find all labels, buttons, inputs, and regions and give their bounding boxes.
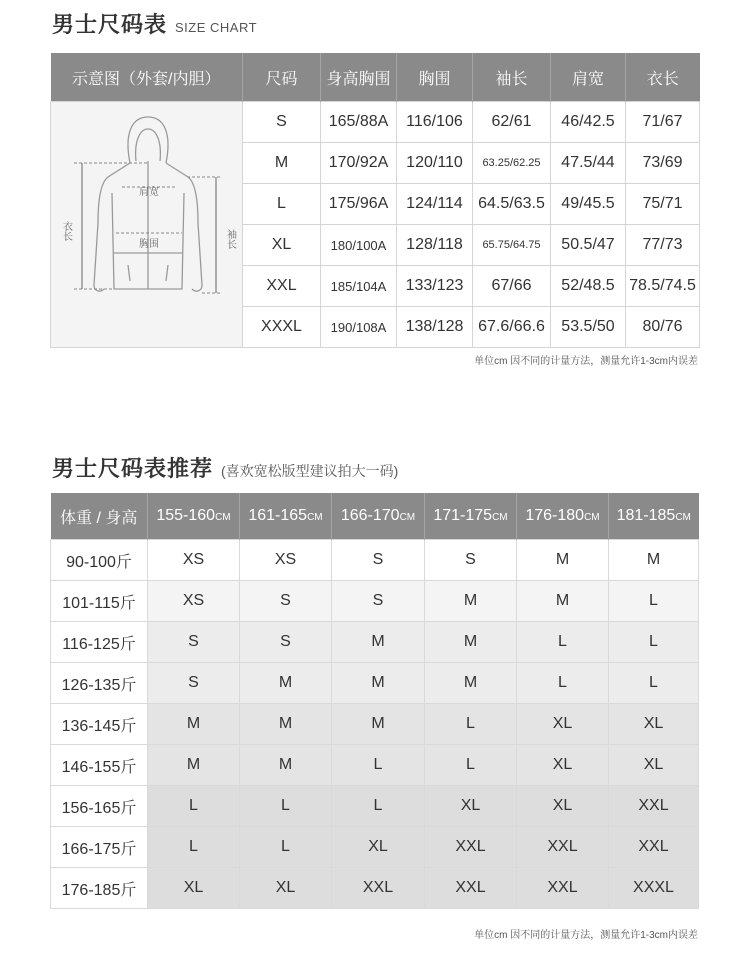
diagram-label-length: 衣长 bbox=[60, 221, 71, 241]
height-chest-cell: 190/108A bbox=[321, 307, 397, 348]
size-cell: L bbox=[332, 745, 425, 786]
height-chest-cell: 185/104A bbox=[321, 266, 397, 307]
size-cell: XXL bbox=[517, 827, 609, 868]
jacket-illustration bbox=[52, 103, 242, 341]
header-height-range: 155-160CM bbox=[148, 493, 240, 540]
chest-cell: 128/118 bbox=[397, 225, 473, 266]
diagram-label-chest: 胸围 bbox=[138, 239, 159, 250]
shoulder-cell: 52/48.5 bbox=[551, 266, 626, 307]
header-weight-height: 体重 / 身高 bbox=[51, 493, 148, 540]
table-row bbox=[51, 704, 699, 745]
size-cell: S bbox=[148, 622, 240, 663]
size-cell: S bbox=[240, 581, 332, 622]
recommend-title: 男士尺码表推荐 bbox=[52, 456, 214, 481]
size-cell: XXXL bbox=[609, 868, 699, 909]
weight-cell: 116-125斤 bbox=[51, 622, 148, 663]
shoulder-cell: 47.5/44 bbox=[551, 143, 626, 184]
size-cell: L bbox=[332, 786, 425, 827]
table-row bbox=[51, 786, 699, 827]
size-cell: XXL bbox=[517, 868, 609, 909]
recommend-header-row bbox=[51, 493, 699, 540]
weight-cell: 101-115斤 bbox=[51, 581, 148, 622]
header-size: 尺码 bbox=[243, 53, 321, 102]
recommend-heading bbox=[52, 452, 398, 483]
size-cell: L bbox=[425, 745, 517, 786]
size-cell: XXL bbox=[609, 827, 699, 868]
size-cell: M bbox=[609, 540, 699, 581]
size-chart-table bbox=[50, 53, 700, 348]
sleeve-cell: 67.6/66.6 bbox=[473, 307, 551, 348]
header-height-range: 171-175CM bbox=[425, 493, 517, 540]
size-cell: XXXL bbox=[243, 307, 321, 348]
header-diagram: 示意图（外套/内胆） bbox=[51, 53, 243, 102]
size-cell: XL bbox=[425, 786, 517, 827]
size-cell: XS bbox=[240, 540, 332, 581]
size-cell: L bbox=[240, 786, 332, 827]
size-cell: L bbox=[148, 827, 240, 868]
size-cell: XXL bbox=[243, 266, 321, 307]
weight-cell: 166-175斤 bbox=[51, 827, 148, 868]
table-row bbox=[51, 540, 699, 581]
size-cell: S bbox=[243, 102, 321, 143]
weight-cell: 126-135斤 bbox=[51, 663, 148, 704]
recommend-table bbox=[50, 493, 699, 909]
size-cell: XL bbox=[332, 827, 425, 868]
shoulder-cell: 50.5/47 bbox=[551, 225, 626, 266]
size-cell: M bbox=[517, 540, 609, 581]
size-cell: S bbox=[148, 663, 240, 704]
length-cell: 78.5/74.5 bbox=[626, 266, 700, 307]
weight-cell: 176-185斤 bbox=[51, 868, 148, 909]
recommend-subtitle: (喜欢宽松版型建议拍大一码) bbox=[221, 463, 399, 479]
size-cell: M bbox=[425, 581, 517, 622]
header-height-range: 176-180CM bbox=[517, 493, 609, 540]
size-cell: XL bbox=[240, 868, 332, 909]
size-cell: XS bbox=[148, 581, 240, 622]
size-chart-title: 男士尺码表 bbox=[52, 12, 168, 37]
size-cell: S bbox=[332, 540, 425, 581]
size-cell: XL bbox=[243, 225, 321, 266]
size-cell: S bbox=[425, 540, 517, 581]
size-cell: L bbox=[243, 184, 321, 225]
size-cell: L bbox=[609, 663, 699, 704]
size-cell: M bbox=[148, 745, 240, 786]
measurement-note: 单位cm 因不同的计量方法，测量允许1-3cm内误差 bbox=[474, 356, 698, 367]
size-chart-header-row bbox=[51, 53, 700, 102]
size-cell: S bbox=[332, 581, 425, 622]
height-chest-cell: 180/100A bbox=[321, 225, 397, 266]
sleeve-cell: 67/66 bbox=[473, 266, 551, 307]
size-cell: M bbox=[517, 581, 609, 622]
size-cell: L bbox=[517, 663, 609, 704]
weight-cell: 146-155斤 bbox=[51, 745, 148, 786]
size-cell: XL bbox=[609, 745, 699, 786]
size-cell: XXL bbox=[609, 786, 699, 827]
size-cell: L bbox=[148, 786, 240, 827]
size-cell: S bbox=[240, 622, 332, 663]
shoulder-cell: 53.5/50 bbox=[551, 307, 626, 348]
chest-cell: 120/110 bbox=[397, 143, 473, 184]
size-cell: XL bbox=[517, 704, 609, 745]
weight-cell: 90-100斤 bbox=[51, 540, 148, 581]
size-cell: M bbox=[425, 622, 517, 663]
jacket-diagram bbox=[51, 102, 243, 348]
size-cell: XL bbox=[517, 786, 609, 827]
size-cell: M bbox=[240, 745, 332, 786]
size-cell: L bbox=[609, 622, 699, 663]
shoulder-cell: 46/42.5 bbox=[551, 102, 626, 143]
header-sleeve: 袖长 bbox=[473, 53, 551, 102]
table-row bbox=[51, 745, 699, 786]
size-cell: XXL bbox=[425, 827, 517, 868]
header-height-chest: 身高胸围 bbox=[321, 53, 397, 102]
size-cell: L bbox=[425, 704, 517, 745]
table-row bbox=[51, 868, 699, 909]
weight-cell: 156-165斤 bbox=[51, 786, 148, 827]
size-cell: M bbox=[240, 704, 332, 745]
height-chest-cell: 175/96A bbox=[321, 184, 397, 225]
length-cell: 75/71 bbox=[626, 184, 700, 225]
header-height-range: 181-185CM bbox=[609, 493, 699, 540]
height-chest-cell: 165/88A bbox=[321, 102, 397, 143]
chest-cell: 133/123 bbox=[397, 266, 473, 307]
header-length: 衣长 bbox=[626, 53, 700, 102]
size-cell: L bbox=[517, 622, 609, 663]
length-cell: 71/67 bbox=[626, 102, 700, 143]
diagram-label-sleeve: 袖长 bbox=[224, 229, 235, 249]
weight-cell: 136-145斤 bbox=[51, 704, 148, 745]
size-cell: M bbox=[332, 704, 425, 745]
size-chart-heading bbox=[52, 8, 257, 39]
size-cell: M bbox=[243, 143, 321, 184]
size-cell: XXL bbox=[332, 868, 425, 909]
sleeve-cell: 62/61 bbox=[473, 102, 551, 143]
size-cell: M bbox=[332, 622, 425, 663]
size-cell: XXL bbox=[425, 868, 517, 909]
chest-cell: 116/106 bbox=[397, 102, 473, 143]
size-cell: M bbox=[240, 663, 332, 704]
chest-cell: 124/114 bbox=[397, 184, 473, 225]
table-row bbox=[51, 827, 699, 868]
length-cell: 77/73 bbox=[626, 225, 700, 266]
table-row bbox=[51, 622, 699, 663]
height-chest-cell: 170/92A bbox=[321, 143, 397, 184]
size-cell: M bbox=[425, 663, 517, 704]
length-cell: 73/69 bbox=[626, 143, 700, 184]
length-cell: 80/76 bbox=[626, 307, 700, 348]
size-chart-subtitle: SIZE CHART bbox=[175, 20, 258, 35]
sleeve-cell: 63.25/62.25 bbox=[473, 143, 551, 184]
size-cell: L bbox=[609, 581, 699, 622]
header-height-range: 161-165CM bbox=[240, 493, 332, 540]
chest-cell: 138/128 bbox=[397, 307, 473, 348]
header-height-range: 166-170CM bbox=[332, 493, 425, 540]
diagram-label-shoulder: 肩宽 bbox=[138, 187, 159, 198]
size-cell: XS bbox=[148, 540, 240, 581]
sleeve-cell: 65.75/64.75 bbox=[473, 225, 551, 266]
sleeve-cell: 64.5/63.5 bbox=[473, 184, 551, 225]
table-row bbox=[51, 663, 699, 704]
measurement-note: 单位cm 因不同的计量方法，测量允许1-3cm内误差 bbox=[474, 930, 698, 941]
size-cell: XL bbox=[148, 868, 240, 909]
table-row bbox=[51, 581, 699, 622]
size-cell: M bbox=[148, 704, 240, 745]
header-shoulder: 肩宽 bbox=[551, 53, 626, 102]
size-cell: M bbox=[332, 663, 425, 704]
size-cell: XL bbox=[609, 704, 699, 745]
size-cell: XL bbox=[517, 745, 609, 786]
header-chest: 胸围 bbox=[397, 53, 473, 102]
shoulder-cell: 49/45.5 bbox=[551, 184, 626, 225]
size-cell: L bbox=[240, 827, 332, 868]
table-row bbox=[51, 102, 700, 143]
